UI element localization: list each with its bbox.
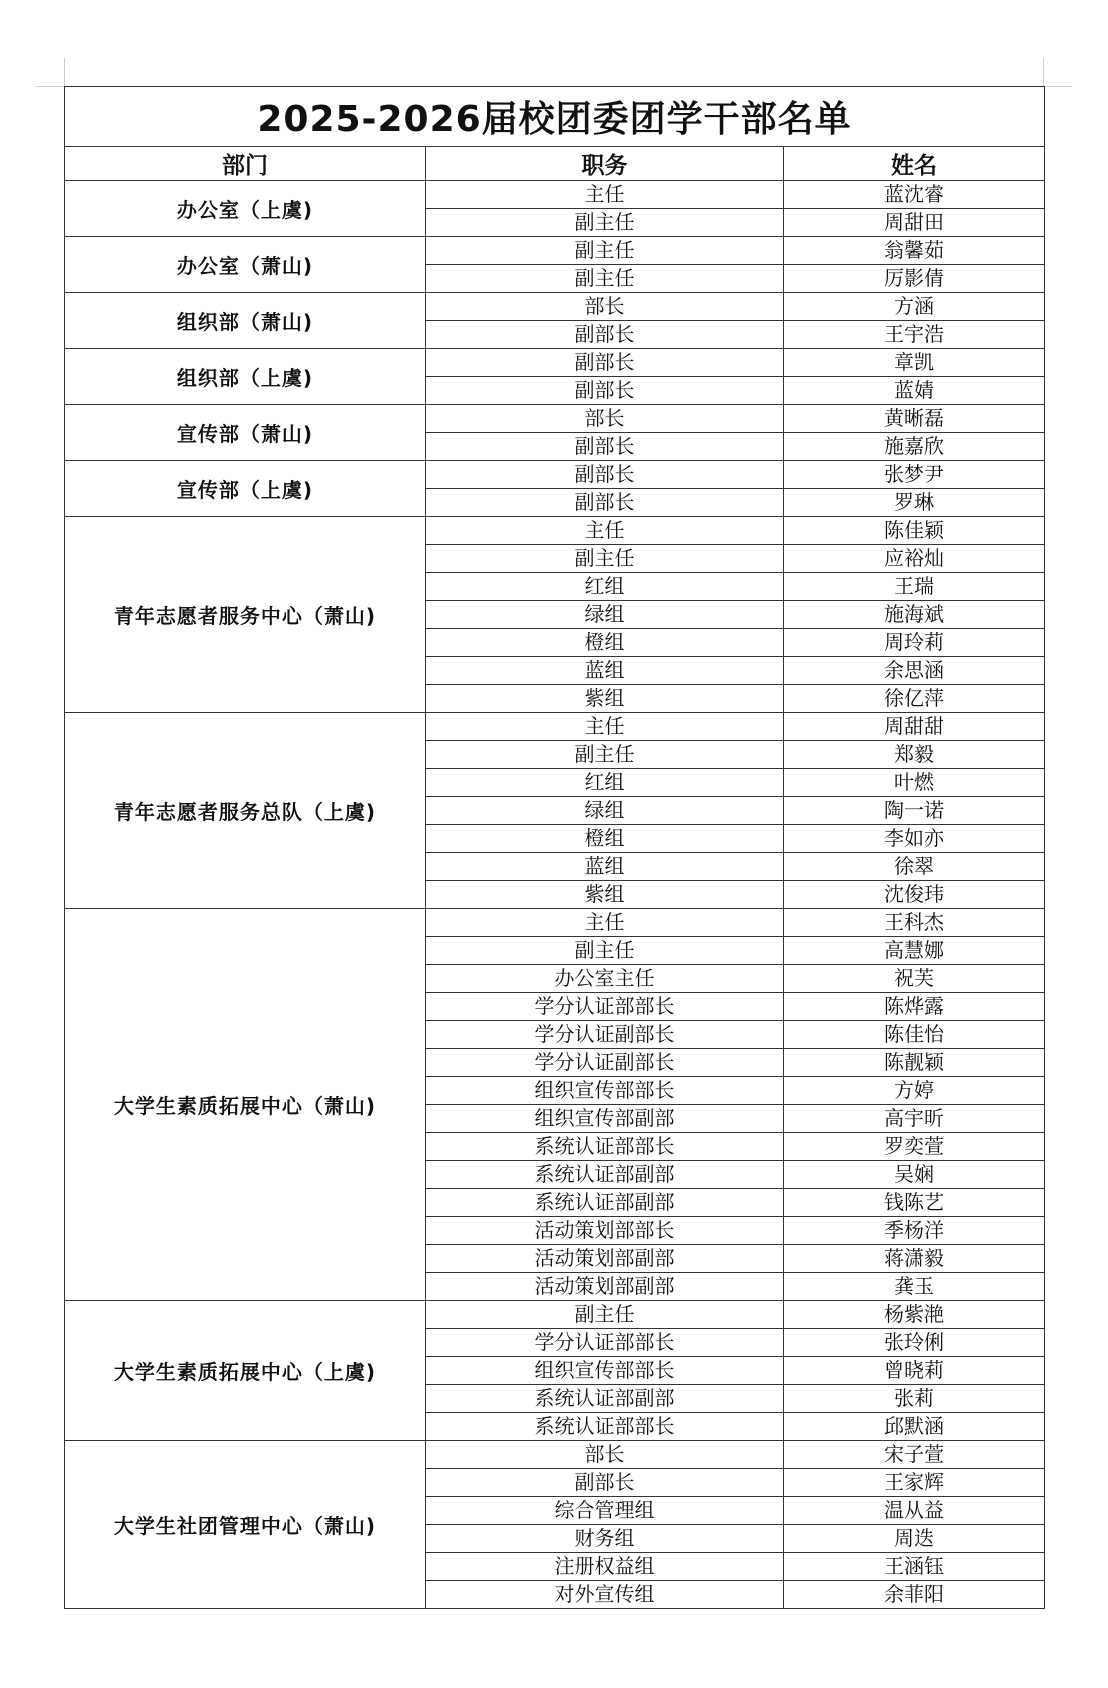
position-cell: 副部长 bbox=[426, 489, 784, 517]
name-cell: 高宇昕 bbox=[784, 1105, 1045, 1133]
position-cell: 学分认证副部长 bbox=[426, 1021, 784, 1049]
crop-mark bbox=[1043, 58, 1044, 86]
name-cell: 温从益 bbox=[784, 1497, 1045, 1525]
name-cell: 黄晰磊 bbox=[784, 405, 1045, 433]
name-cell: 曾晓莉 bbox=[784, 1357, 1045, 1385]
position-cell: 蓝组 bbox=[426, 657, 784, 685]
position-cell: 紫组 bbox=[426, 685, 784, 713]
name-cell: 蒋潇毅 bbox=[784, 1245, 1045, 1273]
position-cell: 副主任 bbox=[426, 741, 784, 769]
name-cell: 王宇浩 bbox=[784, 321, 1045, 349]
name-cell: 周甜甜 bbox=[784, 713, 1045, 741]
name-cell: 王科杰 bbox=[784, 909, 1045, 937]
position-cell: 活动策划部副部 bbox=[426, 1273, 784, 1301]
name-cell: 周迭 bbox=[784, 1525, 1045, 1553]
position-cell: 副主任 bbox=[426, 1301, 784, 1329]
department-cell: 大学生素质拓展中心（萧山) bbox=[65, 909, 426, 1301]
name-cell: 翁馨茹 bbox=[784, 237, 1045, 265]
name-cell: 李如亦 bbox=[784, 825, 1045, 853]
position-cell: 系统认证部副部 bbox=[426, 1189, 784, 1217]
position-cell: 紫组 bbox=[426, 881, 784, 909]
position-cell: 组织宣传部部长 bbox=[426, 1357, 784, 1385]
position-cell: 副部长 bbox=[426, 349, 784, 377]
name-cell: 余菲阳 bbox=[784, 1581, 1045, 1609]
position-cell: 综合管理组 bbox=[426, 1497, 784, 1525]
name-cell: 王家辉 bbox=[784, 1469, 1045, 1497]
position-cell: 注册权益组 bbox=[426, 1553, 784, 1581]
name-cell: 施海斌 bbox=[784, 601, 1045, 629]
name-cell: 罗琳 bbox=[784, 489, 1045, 517]
position-cell: 副主任 bbox=[426, 545, 784, 573]
position-cell: 副主任 bbox=[426, 237, 784, 265]
name-cell: 钱陈艺 bbox=[784, 1189, 1045, 1217]
position-cell: 系统认证部部长 bbox=[426, 1413, 784, 1441]
name-cell: 郑毅 bbox=[784, 741, 1045, 769]
header-department: 部门 bbox=[65, 147, 426, 181]
header-position: 职务 bbox=[426, 147, 784, 181]
name-cell: 厉影倩 bbox=[784, 265, 1045, 293]
roster-table bbox=[64, 86, 1045, 1609]
department-cell: 办公室（萧山) bbox=[65, 237, 426, 293]
department-cell: 宣传部（萧山) bbox=[65, 405, 426, 461]
name-cell: 叶燃 bbox=[784, 769, 1045, 797]
name-cell: 宋子萱 bbox=[784, 1441, 1045, 1469]
position-cell: 副部长 bbox=[426, 377, 784, 405]
name-cell: 张莉 bbox=[784, 1385, 1045, 1413]
table-row bbox=[65, 293, 1045, 321]
name-cell: 杨紫滟 bbox=[784, 1301, 1045, 1329]
position-cell: 绿组 bbox=[426, 797, 784, 825]
table-row bbox=[65, 909, 1045, 937]
position-cell: 学分认证副部长 bbox=[426, 1049, 784, 1077]
position-cell: 主任 bbox=[426, 713, 784, 741]
crop-mark bbox=[1044, 86, 1072, 87]
table-row bbox=[65, 237, 1045, 265]
header-name: 姓名 bbox=[784, 147, 1045, 181]
name-cell: 余思涵 bbox=[784, 657, 1045, 685]
name-cell: 施嘉欣 bbox=[784, 433, 1045, 461]
position-cell: 橙组 bbox=[426, 629, 784, 657]
table-row bbox=[65, 1301, 1045, 1329]
position-cell: 组织宣传部副部 bbox=[426, 1105, 784, 1133]
position-cell: 副部长 bbox=[426, 461, 784, 489]
position-cell: 副主任 bbox=[426, 209, 784, 237]
table-row bbox=[65, 181, 1045, 209]
department-cell: 办公室（上虞) bbox=[65, 181, 426, 237]
name-cell: 徐亿萍 bbox=[784, 685, 1045, 713]
position-cell: 主任 bbox=[426, 517, 784, 545]
table-row bbox=[65, 461, 1045, 489]
position-cell: 主任 bbox=[426, 909, 784, 937]
position-cell: 副主任 bbox=[426, 937, 784, 965]
name-cell: 陈佳怡 bbox=[784, 1021, 1045, 1049]
position-cell: 主任 bbox=[426, 181, 784, 209]
name-cell: 邱默涵 bbox=[784, 1413, 1045, 1441]
document-page bbox=[64, 86, 1044, 1609]
position-cell: 财务组 bbox=[426, 1525, 784, 1553]
name-cell: 蓝婧 bbox=[784, 377, 1045, 405]
name-cell: 张玲俐 bbox=[784, 1329, 1045, 1357]
name-cell: 周甜田 bbox=[784, 209, 1045, 237]
department-cell: 大学生素质拓展中心（上虞) bbox=[65, 1301, 426, 1441]
name-cell: 蓝沈睿 bbox=[784, 181, 1045, 209]
crop-mark bbox=[64, 58, 65, 86]
name-cell: 应裕灿 bbox=[784, 545, 1045, 573]
position-cell: 部长 bbox=[426, 293, 784, 321]
position-cell: 红组 bbox=[426, 769, 784, 797]
position-cell: 副部长 bbox=[426, 433, 784, 461]
position-cell: 部长 bbox=[426, 1441, 784, 1469]
position-cell: 蓝组 bbox=[426, 853, 784, 881]
position-cell: 副部长 bbox=[426, 1469, 784, 1497]
name-cell: 沈俊玮 bbox=[784, 881, 1045, 909]
name-cell: 章凯 bbox=[784, 349, 1045, 377]
name-cell: 陶一诺 bbox=[784, 797, 1045, 825]
name-cell: 方涵 bbox=[784, 293, 1045, 321]
name-cell: 陈佳颖 bbox=[784, 517, 1045, 545]
name-cell: 吴娴 bbox=[784, 1161, 1045, 1189]
department-cell: 大学生社团管理中心（萧山) bbox=[65, 1441, 426, 1609]
name-cell: 罗奕萱 bbox=[784, 1133, 1045, 1161]
name-cell: 季杨洋 bbox=[784, 1217, 1045, 1245]
position-cell: 副主任 bbox=[426, 265, 784, 293]
position-cell: 系统认证部部长 bbox=[426, 1133, 784, 1161]
crop-mark bbox=[36, 86, 64, 87]
position-cell: 学分认证部部长 bbox=[426, 993, 784, 1021]
document-title: 2025-2026届校团委团学干部名单 bbox=[65, 87, 1045, 147]
position-cell: 活动策划部部长 bbox=[426, 1217, 784, 1245]
name-cell: 高慧娜 bbox=[784, 937, 1045, 965]
position-cell: 绿组 bbox=[426, 601, 784, 629]
name-cell: 徐翠 bbox=[784, 853, 1045, 881]
position-cell: 系统认证部副部 bbox=[426, 1161, 784, 1189]
position-cell: 系统认证部副部 bbox=[426, 1385, 784, 1413]
position-cell: 办公室主任 bbox=[426, 965, 784, 993]
name-cell: 陈烨露 bbox=[784, 993, 1045, 1021]
name-cell: 陈靓颖 bbox=[784, 1049, 1045, 1077]
position-cell: 学分认证部部长 bbox=[426, 1329, 784, 1357]
table-row bbox=[65, 405, 1045, 433]
position-cell: 对外宣传组 bbox=[426, 1581, 784, 1609]
department-cell: 宣传部（上虞) bbox=[65, 461, 426, 517]
roster-body bbox=[65, 181, 1045, 1609]
name-cell: 方婷 bbox=[784, 1077, 1045, 1105]
position-cell: 组织宣传部部长 bbox=[426, 1077, 784, 1105]
position-cell: 活动策划部副部 bbox=[426, 1245, 784, 1273]
position-cell: 红组 bbox=[426, 573, 784, 601]
position-cell: 副部长 bbox=[426, 321, 784, 349]
name-cell: 张梦尹 bbox=[784, 461, 1045, 489]
position-cell: 橙组 bbox=[426, 825, 784, 853]
department-cell: 组织部（萧山) bbox=[65, 293, 426, 349]
position-cell: 部长 bbox=[426, 405, 784, 433]
name-cell: 王瑞 bbox=[784, 573, 1045, 601]
table-row bbox=[65, 349, 1045, 377]
table-row bbox=[65, 517, 1045, 545]
name-cell: 王涵钰 bbox=[784, 1553, 1045, 1581]
name-cell: 周玲莉 bbox=[784, 629, 1045, 657]
table-row bbox=[65, 713, 1045, 741]
table-row bbox=[65, 1441, 1045, 1469]
department-cell: 青年志愿者服务总队（上虞) bbox=[65, 713, 426, 909]
name-cell: 龚玉 bbox=[784, 1273, 1045, 1301]
name-cell: 祝芙 bbox=[784, 965, 1045, 993]
department-cell: 青年志愿者服务中心（萧山) bbox=[65, 517, 426, 713]
department-cell: 组织部（上虞) bbox=[65, 349, 426, 405]
